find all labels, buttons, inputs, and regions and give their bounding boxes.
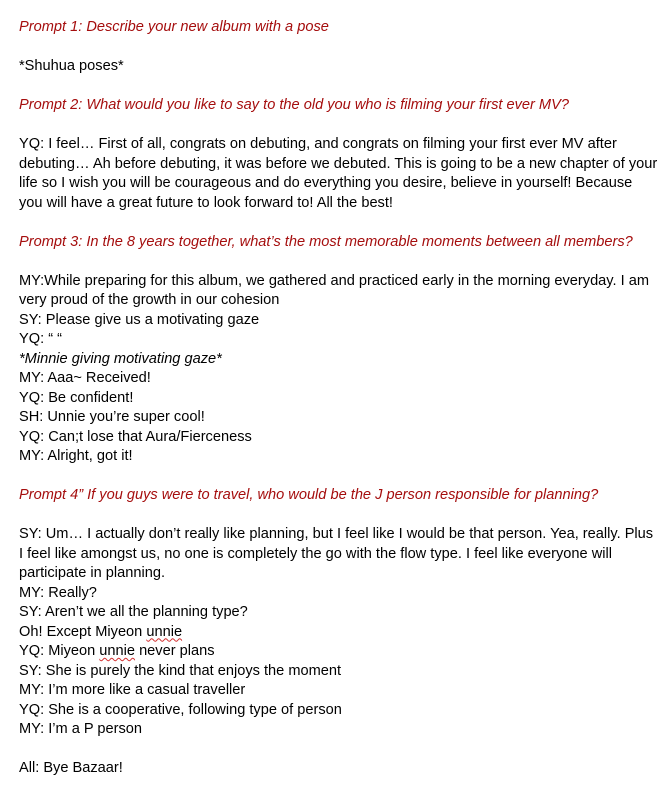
prompt-4-transcript [19, 525, 659, 740]
spellcheck-flagged-word: unnie [146, 623, 183, 640]
transcript-line: YQ: She is a cooperative, following type of person [19, 701, 342, 718]
transcript-line [19, 623, 659, 643]
prompt-2-answer: YQ: I feel… First of all, congrats on debuting, and congrats on filming your first ever MV after debuting… Ah before debuting, it was before we debuted. This is going to be a new chapter of your life so I wish you will be courageous and do everything you desire, believe in yourself! Because you will have a great future to look forward to! All the best! [19, 136, 658, 211]
prompt-3-transcript [19, 272, 659, 467]
transcript-text: YQ: Miyeon [19, 643, 100, 659]
transcript-text: never plans [135, 643, 215, 659]
transcript-text: Oh! Except Miyeon [19, 623, 147, 640]
transcript-line: MY: Aaa~ Received! [19, 370, 151, 386]
prompt-2-heading: Prompt 2: What would you like to say to the old you who is filming your first ever MV? [19, 97, 569, 113]
transcript-line: MY: I’m a P person [19, 721, 143, 737]
transcript-line: YQ: Be confident! [19, 389, 134, 406]
transcript-line: SH: Unnie you’re super cool! [19, 409, 205, 425]
transcript-stage-direction: *Minnie giving motivating gaze* [19, 350, 222, 367]
transcript-line: SY: She is purely the kind that enjoys the moment [19, 662, 342, 679]
prompt-4-heading: Prompt 4” If you guys were to travel, who would be the J person responsible for planning? [19, 487, 599, 503]
document-page [19, 18, 659, 779]
prompt-1-answer: *Shuhua poses* [19, 58, 124, 74]
transcript-line: YQ: “ “ [19, 331, 62, 347]
closing-line: All: Bye Bazaar! [19, 760, 123, 776]
transcript-line: MY: I’m more like a casual traveller [19, 682, 246, 698]
transcript-line [19, 642, 659, 662]
transcript-line: MY: Alright, got it! [19, 448, 133, 464]
transcript-line: SY: Aren’t we all the planning type? [19, 604, 248, 620]
transcript-line: MY: Really? [19, 584, 97, 601]
transcript-line: MY:While preparing for this album, we gathered and practiced early in the morning everyday. I am very proud of the growth in our cohesion [19, 272, 650, 308]
spellcheck-flagged-word: unnie [99, 643, 136, 659]
prompt-1-heading: Prompt 1: Describe your new album with a pose [19, 19, 329, 35]
prompt-3-heading: Prompt 3: In the 8 years together, what’s the most memorable moments between all members? [19, 233, 633, 250]
transcript-line: SY: Please give us a motivating gaze [19, 311, 260, 328]
transcript-line: YQ: Can;t lose that Aura/Fierceness [19, 428, 252, 445]
transcript-line: SY: Um… I actually don’t really like planning, but I feel like I would be that person. Yea, really. Plus I feel like amongst us, no one is completely the go with the flow type. I feel like everyone will participate in planning. [19, 526, 654, 581]
